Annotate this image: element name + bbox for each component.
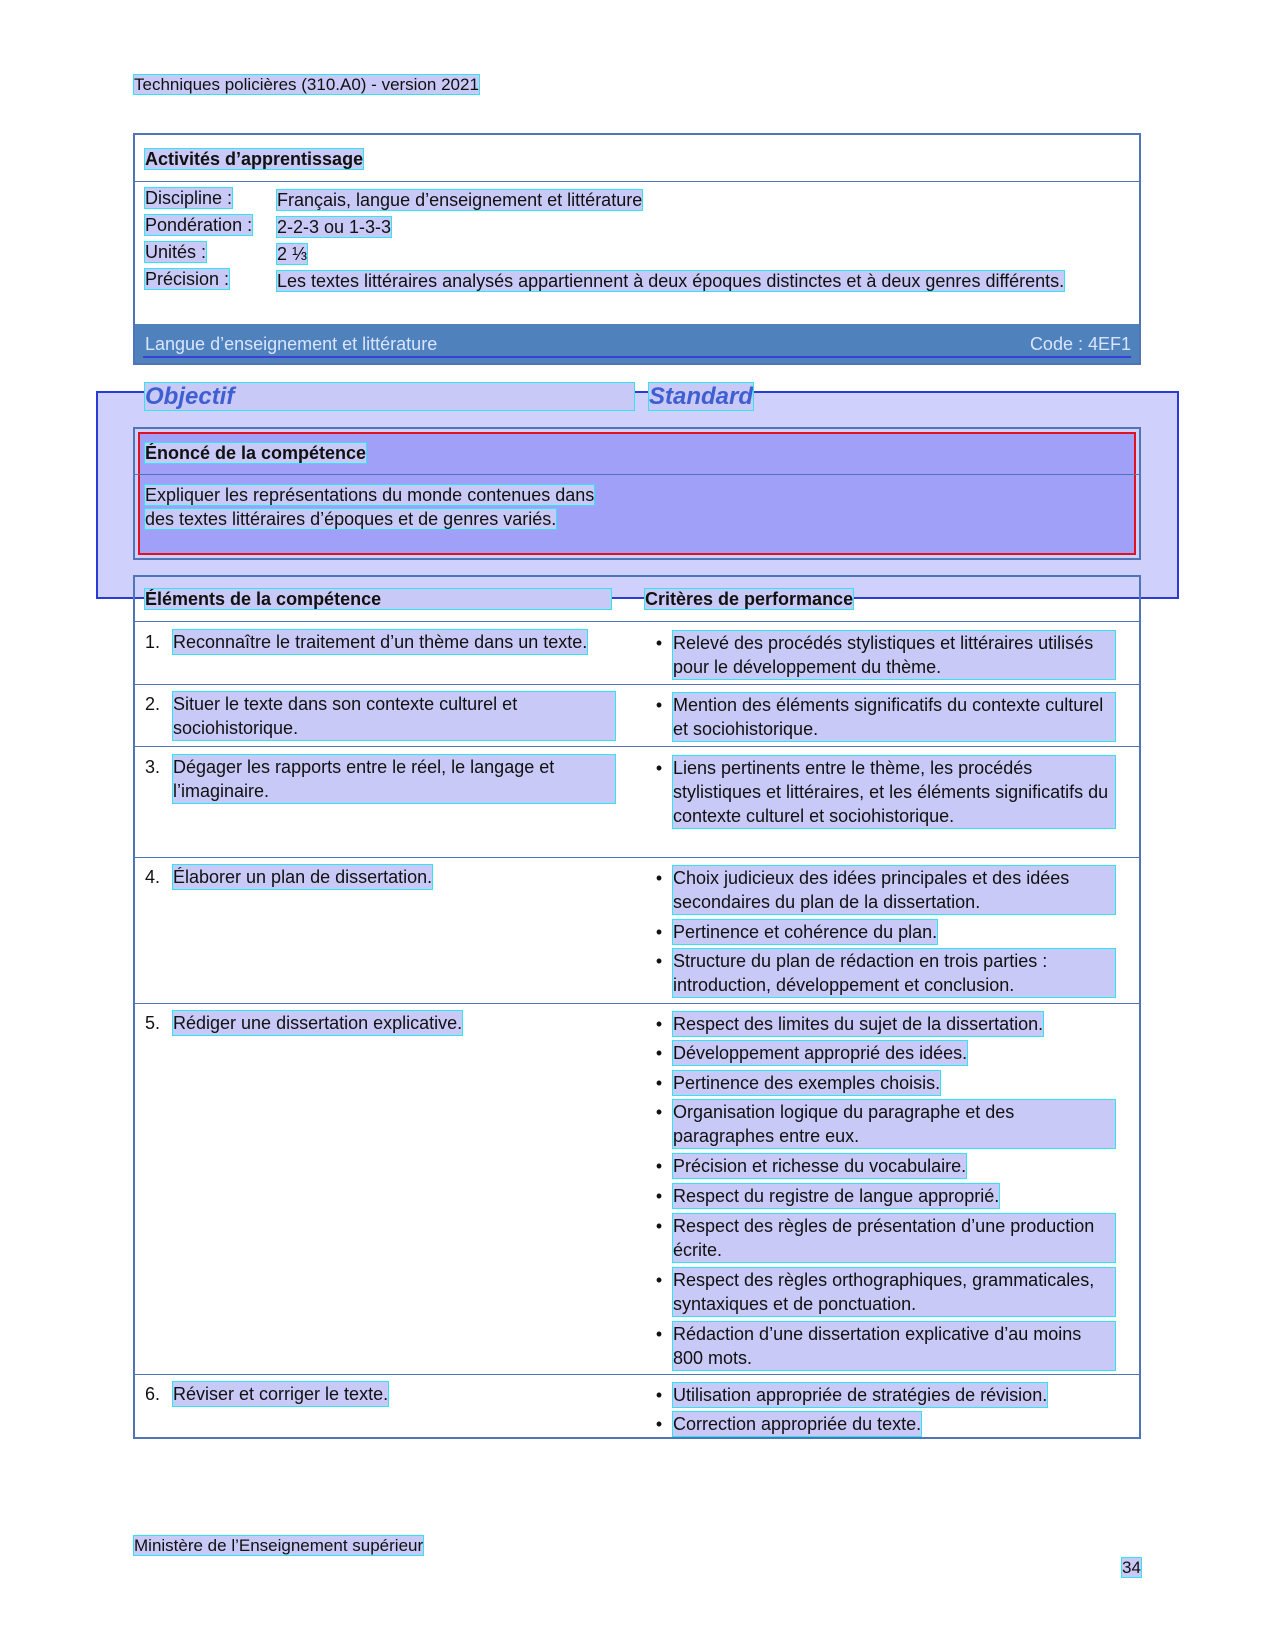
document-header: Techniques policières (310.A0) - version 2021 bbox=[134, 75, 479, 94]
footer-ministere: Ministère de l’Enseignement supérieur bbox=[134, 1536, 424, 1555]
info-label: Pondération : bbox=[145, 215, 253, 235]
info-row-precision bbox=[145, 269, 1089, 293]
info-label: Unités : bbox=[145, 242, 207, 262]
row-divider bbox=[135, 857, 1139, 858]
enonce-title: Énoncé de la compétence bbox=[145, 443, 367, 463]
enonce-text: Expliquer les représentations du monde contenues dans des textes littéraires d’époques et de genres variés. bbox=[145, 485, 595, 529]
course-bar bbox=[135, 324, 1139, 363]
critere-5-7: • Respect des règles de présentation d’une production écrite. bbox=[645, 1214, 1115, 1262]
page-number: 34 bbox=[1122, 1558, 1141, 1577]
critere-2-1: • Mention des éléments significatifs du contexte culturel et sociohistorique. bbox=[645, 693, 1115, 741]
critere-3-1: • Liens pertinents entre le thème, les procédés stylistiques et littéraires, et les éléments significatifs du contexte culturel et sociohistorique. bbox=[645, 756, 1115, 828]
critere-4-1: • Choix judicieux des idées principales et des idées secondaires du plan de la dissertation. bbox=[645, 866, 1115, 914]
divider bbox=[135, 474, 1139, 475]
standard-label: Standard bbox=[649, 383, 754, 410]
row-divider bbox=[135, 684, 1139, 685]
critere-5-8: • Respect des règles orthographiques, grammaticales, syntaxiques et de ponctuation. bbox=[645, 1268, 1115, 1316]
course-underline bbox=[143, 356, 1131, 358]
row-divider bbox=[135, 1003, 1139, 1004]
objectif-label: Objectif bbox=[145, 383, 634, 411]
row-divider bbox=[135, 1374, 1139, 1375]
info-row-ponderation bbox=[145, 215, 1089, 239]
enonce-box bbox=[133, 427, 1141, 560]
critere-5-3: • Pertinence des exemples choisis. bbox=[655, 1073, 941, 1093]
element-3: 3. Dégager les rapports entre le réel, le langage et l’imaginaire. bbox=[145, 755, 615, 803]
info-value: 2-2-3 ou 1-3-3 bbox=[277, 217, 392, 237]
elements-header: Éléments de la compétence bbox=[145, 589, 611, 610]
critere-4-2: • Pertinence et cohérence du plan. bbox=[655, 922, 938, 942]
critere-1-1: • Relevé des procédés stylistiques et littéraires utilisés pour le développement du thème. bbox=[645, 631, 1115, 679]
info-label: Précision : bbox=[145, 269, 230, 289]
element-2: 2. Situer le texte dans son contexte culturel et sociohistorique. bbox=[145, 692, 615, 740]
critere-5-6: • Respect du registre de langue approprié. bbox=[655, 1186, 1000, 1206]
divider bbox=[135, 181, 1139, 182]
element-6: 6. Réviser et corriger le texte. bbox=[145, 1384, 389, 1404]
criteres-header: Critères de performance bbox=[645, 589, 854, 609]
info-value: Français, langue d’enseignement et littérature bbox=[277, 190, 643, 210]
competence-table bbox=[133, 575, 1141, 1439]
info-value: 2 ⅓ bbox=[277, 244, 308, 264]
course-title: Langue d’enseignement et littérature bbox=[145, 334, 438, 354]
critere-5-2: • Développement approprié des idées. bbox=[655, 1043, 968, 1063]
element-4: 4. Élaborer un plan de dissertation. bbox=[145, 867, 433, 887]
critere-5-4: • Organisation logique du paragraphe et des paragraphes entre eux. bbox=[645, 1100, 1115, 1148]
element-5: 5. Rédiger une dissertation explicative. bbox=[145, 1013, 463, 1033]
activites-box bbox=[133, 133, 1141, 365]
critere-4-3: • Structure du plan de rédaction en trois parties : introduction, développement et conclusion. bbox=[645, 949, 1115, 997]
row-divider bbox=[135, 621, 1139, 622]
critere-6-2: • Correction appropriée du texte. bbox=[655, 1414, 922, 1434]
info-label: Discipline : bbox=[145, 188, 233, 208]
element-1: 1. Reconnaître le traitement d’un thème dans un texte. bbox=[145, 632, 588, 652]
info-value: Les textes littéraires analysés appartiennent à deux époques distinctes et à deux genres différents. bbox=[277, 271, 1065, 291]
info-row-unites bbox=[145, 242, 1089, 266]
course-code: Code : 4EF1 bbox=[1029, 334, 1131, 354]
critere-5-5: • Précision et richesse du vocabulaire. bbox=[655, 1156, 967, 1176]
critere-6-1: • Utilisation appropriée de stratégies de révision. bbox=[655, 1385, 1048, 1405]
row-divider bbox=[135, 746, 1139, 747]
info-row-discipline bbox=[145, 188, 1089, 212]
critere-5-1: • Respect des limites du sujet de la dissertation. bbox=[655, 1014, 1044, 1034]
critere-5-9: • Rédaction d’une dissertation explicative d’au moins 800 mots. bbox=[645, 1322, 1115, 1370]
activites-title: Activités d’apprentissage bbox=[145, 149, 364, 169]
